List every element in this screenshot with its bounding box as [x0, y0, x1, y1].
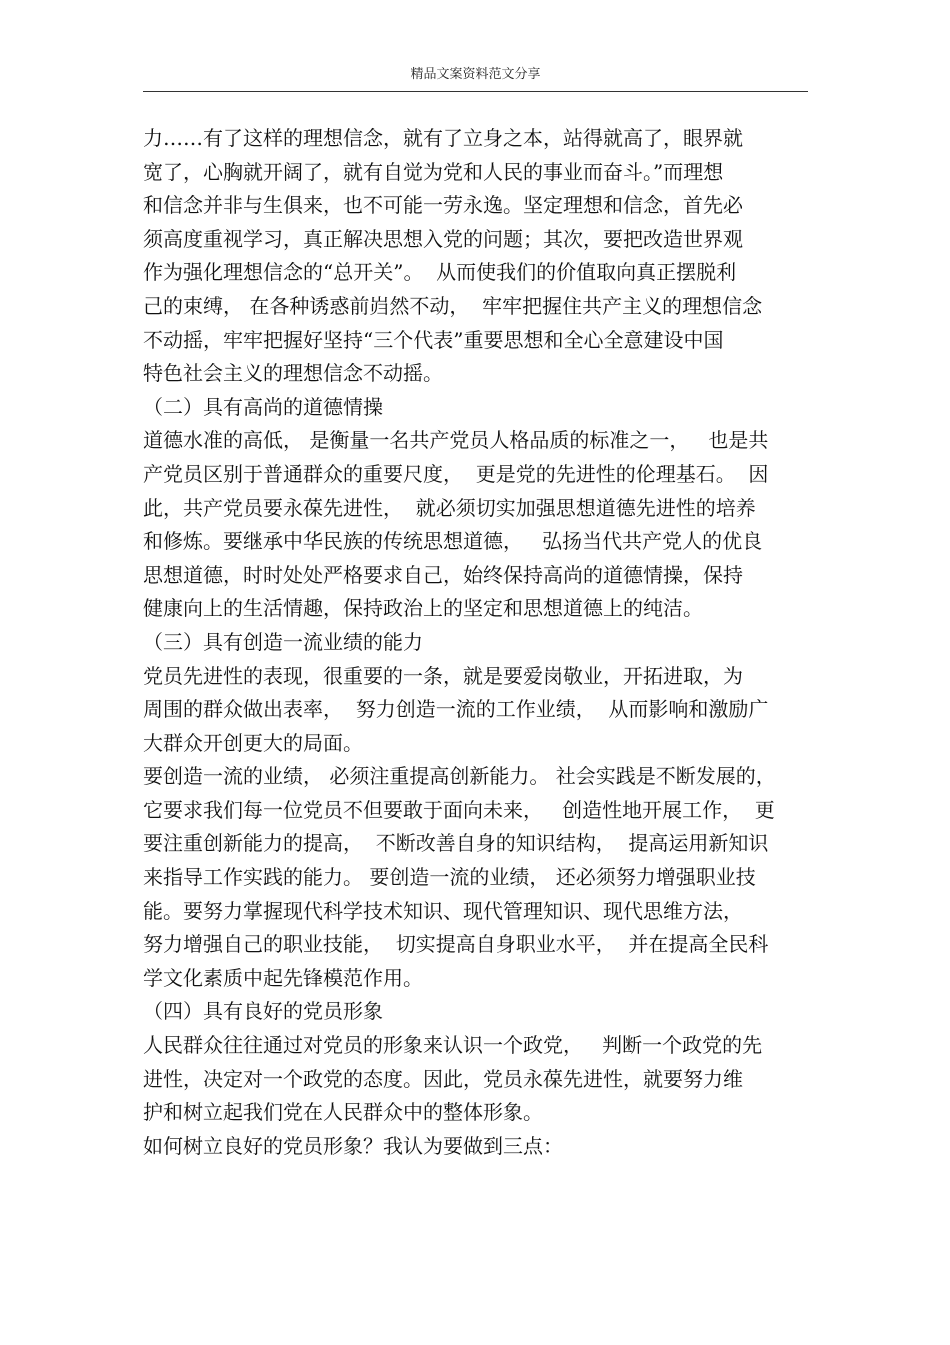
- text-line: 此，共产党员要永葆先进性， 就必须切实加强思想道德先进性的培养: [143, 495, 756, 520]
- text-line: 能。要努力掌握现代科学技术知识、现代管理知识、现代思维方法，: [143, 898, 743, 923]
- text-line: 健康向上的生活情趣，保持政治上的坚定和思想道德上的纯洁。: [143, 596, 703, 621]
- text-line: 己的束缚， 在各种诱惑前岿然不动， 牢牢把握住共产主义的理想信念: [143, 293, 763, 318]
- text-line: 力……有了这样的理想信念，就有了立身之本，站得就高了，眼界就: [143, 126, 743, 150]
- text-line: 特色社会主义的理想信念不动摇。: [143, 361, 443, 386]
- section-heading: （二）具有高尚的道德情操: [143, 394, 383, 419]
- text-line: 宽了，心胸就开阔了，就有自觉为党和人民的事业而奋斗。”而理想: [143, 159, 724, 184]
- text-line: 须高度重视学习，真正解决思想入党的问题；其次，要把改造世界观: [143, 226, 743, 251]
- text-line: 如何树立良好的党员形象？我认为要做到三点：: [143, 1133, 563, 1158]
- document-body: [143, 122, 823, 1163]
- text-line: 学文化素质中起先锋模范作用。: [143, 965, 423, 990]
- text-line: 要创造一流的业绩， 必须注重提高创新能力。 社会实践是不断发展的，: [143, 764, 776, 789]
- section-heading: （三）具有创造一流业绩的能力: [143, 629, 423, 654]
- text-line: 人民群众往往通过对党员的形象来认识一个政党， 判断一个政党的先: [143, 1033, 763, 1058]
- text-line: 周围的群众做出表率， 努力创造一流的工作业绩， 从而影响和激励广: [143, 697, 769, 722]
- text-line: 努力增强自己的职业技能， 切实提高自身职业水平， 并在提高全民科: [143, 932, 769, 957]
- header-divider: [143, 91, 808, 92]
- text-line: 作为强化理想信念的“总开关”。 从而使我们的价值取向真正摆脱利: [143, 260, 737, 285]
- text-line: 和信念并非与生俱来，也不可能一劳永逸。坚定理想和信念，首先必: [143, 193, 743, 218]
- text-line: 来指导工作实践的能力。 要创造一流的业绩， 还必须努力增强职业技: [143, 865, 756, 890]
- text-line: 大群众开创更大的局面。: [143, 730, 363, 755]
- text-line: 它要求我们每一位党员不但要敢于面向未来， 创造性地开展工作， 更: [143, 797, 775, 822]
- text-line: 进性，决定对一个政党的态度。因此，党员永葆先进性，就要努力维: [143, 1066, 743, 1091]
- text-line: 和修炼。要继承中华民族的传统思想道德， 弘扬当代共产党人的优良: [143, 529, 763, 554]
- text-line: 产党员区别于普通群众的重要尺度， 更是党的先进性的伦理基石。 因: [143, 461, 769, 486]
- text-line: 要注重创新能力的提高， 不断改善自身的知识结构， 提高运用新知识: [143, 831, 769, 856]
- text-line: 不动摇，牢牢把握好坚持“三个代表”重要思想和全心全意建设中国: [143, 327, 724, 352]
- text-line: 护和树立起我们党在人民群众中的整体形象。: [143, 1100, 543, 1125]
- text-line: 道德水准的高低， 是衡量一名共产党员人格品质的标准之一， 也是共: [143, 428, 769, 453]
- text-line: 思想道德，时时处处严格要求自己，始终保持高尚的道德情操，保持: [143, 562, 743, 587]
- page-header: 精品文案资料范文分享: [410, 67, 541, 82]
- text-line: 党员先进性的表现，很重要的一条，就是要爱岗敬业，开拓进取，为: [143, 663, 743, 688]
- section-heading: （四）具有良好的党员形象: [143, 999, 383, 1024]
